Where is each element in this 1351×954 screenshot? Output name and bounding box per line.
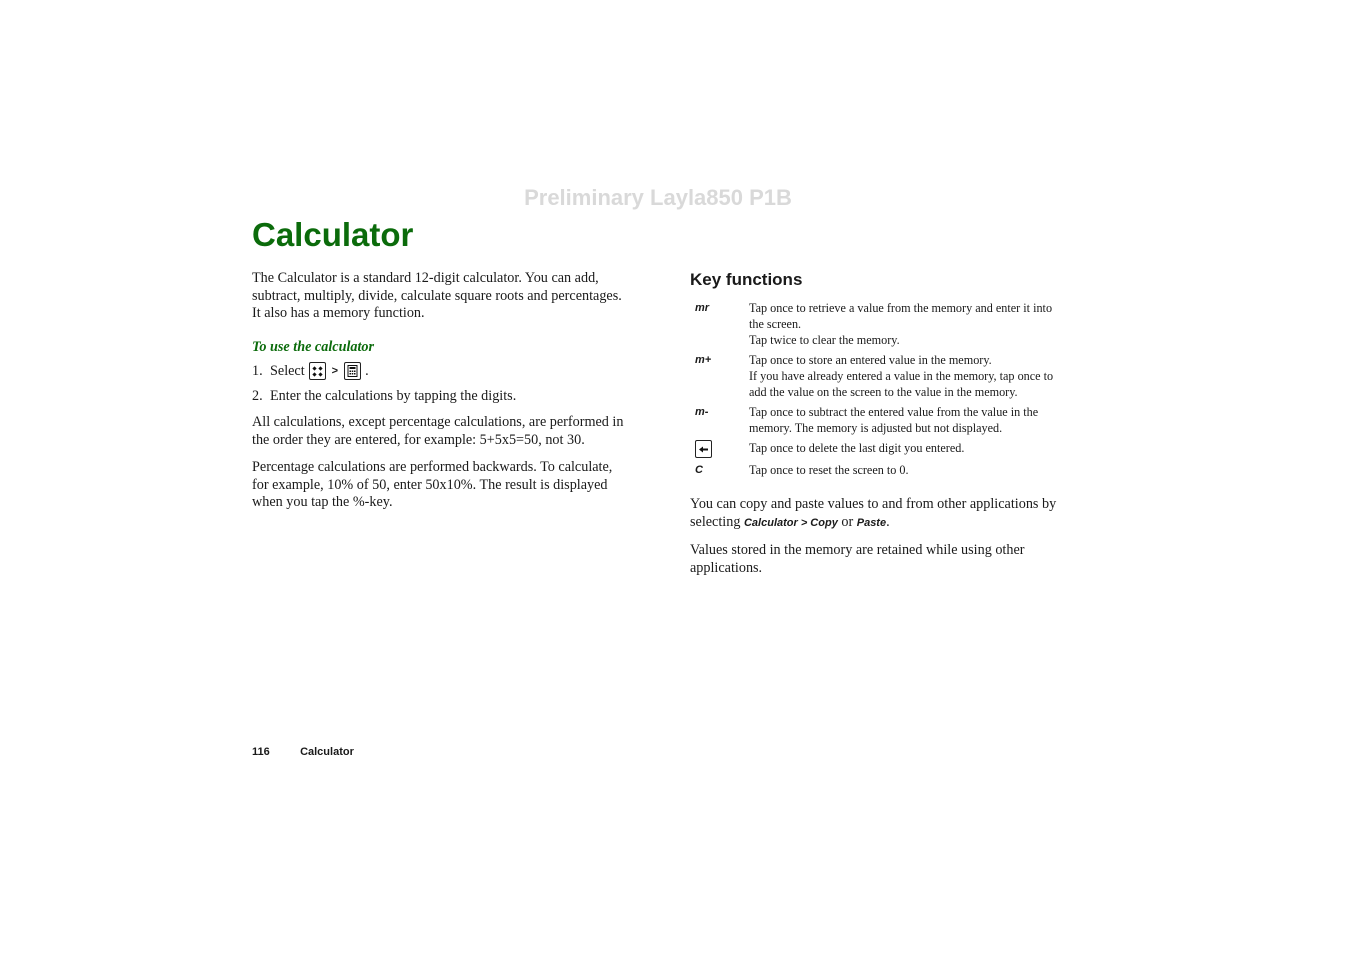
copy-text: You can copy and paste values to and from other applications by selecting: [690, 496, 1057, 530]
menu-path: Calculator > Copy: [743, 516, 838, 529]
page-title: Calculator: [252, 216, 414, 253]
description-line: Tap once to subtract the entered value from the value in the memory. The memory is adjusted but not displayed.: [749, 405, 1039, 435]
description-line: Tap once to reset the screen to 0.: [749, 463, 909, 477]
step-2: [252, 388, 624, 406]
key-label: m+: [695, 354, 712, 366]
key-description: [749, 440, 1062, 462]
apps-grid-icon: [309, 362, 326, 380]
key-description: [749, 300, 1062, 352]
copy-text: .: [886, 513, 890, 530]
step-number: 2.: [252, 388, 263, 405]
intro-paragraph: The Calculator is a standard 12-digit calculator. You can add, subtract, multiply, divide, calculate square roots and percentages. It also has a memory function.: [252, 270, 622, 322]
step-end: .: [365, 362, 369, 379]
table-row: [690, 404, 1062, 440]
key-label: mr: [695, 302, 710, 314]
description-line: Tap once to retrieve a value from the memory and enter it into the screen.: [749, 301, 1053, 331]
description-line: Tap once to store an entered value in the memory.: [749, 353, 992, 367]
order-paragraph: All calculations, except percentage calculations, are performed in the order they are entered, for example: 5+5x5=50, not 30.: [252, 413, 624, 448]
page-number: 116: [252, 746, 270, 758]
step-text: Select: [270, 362, 305, 379]
step-1: [252, 362, 624, 380]
table-row: [690, 300, 1062, 352]
footer-section: Calculator: [300, 746, 354, 758]
backspace-icon: [695, 440, 712, 458]
step-number: 1.: [252, 362, 263, 379]
paste-command: Paste: [856, 516, 887, 529]
calculator-icon: [344, 362, 361, 380]
copy-paste-paragraph: [690, 496, 1062, 532]
left-column: [252, 270, 624, 522]
description-line: If you have already entered a value in the memory, tap once to add the value on the screen to the value in the memory.: [749, 369, 1054, 399]
right-column: [690, 270, 1062, 587]
description-line: Tap twice to clear the memory.: [749, 333, 900, 347]
page-footer: [252, 746, 354, 758]
watermark: Preliminary Layla850 P1B: [524, 185, 792, 210]
step-text: Enter the calculations by tapping the digits.: [270, 388, 517, 405]
table-row: [690, 440, 1062, 462]
procedure-heading: To use the calculator: [252, 338, 375, 355]
table-row: [690, 352, 1062, 404]
copy-text: or: [837, 513, 857, 530]
percentage-paragraph: Percentage calculations are performed backwards. To calculate, for example, 10% of 50, enter 50x10%. The result is displayed when you tap the %-key.: [252, 459, 613, 511]
key-description: [749, 352, 1062, 404]
key-description: [749, 404, 1062, 440]
description-line: Tap once to delete the last digit you entered.: [749, 441, 965, 455]
menu-separator: >: [331, 364, 339, 377]
table-row: [690, 462, 1062, 482]
key-label: m-: [695, 406, 709, 418]
key-label: C: [695, 464, 703, 476]
key-description: [749, 462, 1062, 482]
key-functions-heading: Key functions: [690, 270, 803, 289]
key-label: [690, 440, 749, 462]
memory-paragraph: Values stored in the memory are retained while using other applications.: [690, 542, 1025, 576]
key-functions-table: [690, 300, 1062, 482]
